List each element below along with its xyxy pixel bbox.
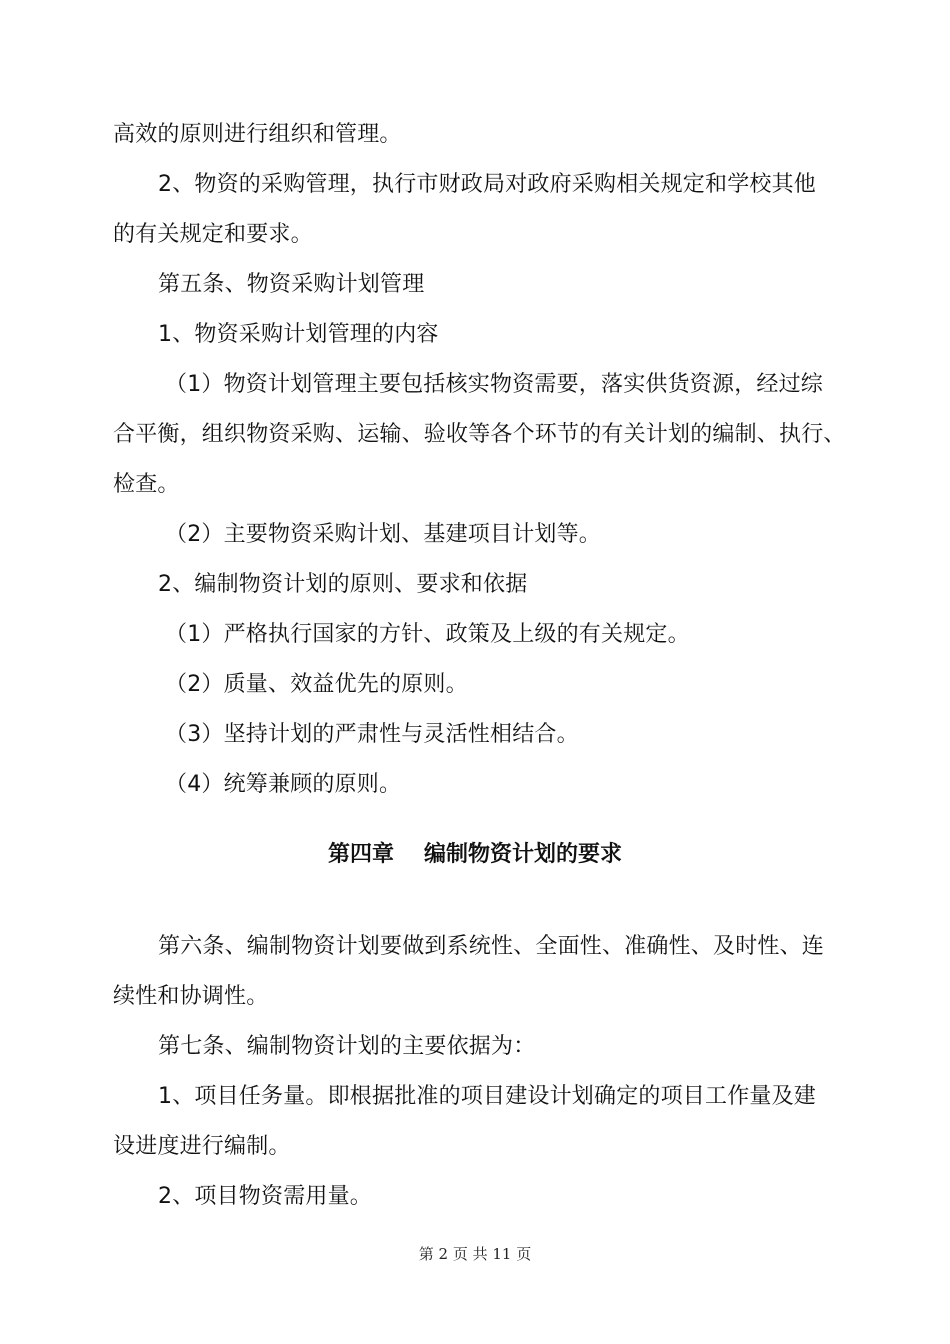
list-item: （4）统筹兼顾的原则。	[165, 772, 402, 797]
page-number-footer: 第 2 页 共 11 页	[418, 1245, 532, 1263]
paragraph-line: 的有关规定和要求。	[113, 222, 313, 247]
paragraph-line: 高效的原则进行组织和管理。	[113, 122, 402, 147]
paragraph-line: 续性和协调性。	[113, 984, 269, 1009]
chapter-title: 编制物资计划的要求	[424, 842, 623, 867]
paragraph-line: 第七条、编制物资计划的主要依据为：	[158, 1034, 536, 1059]
paragraph-line: （2）主要物资采购计划、基建项目计划等。	[165, 522, 601, 547]
paragraph-line: （1）物资计划管理主要包括核实物资需要，落实供货资源，经过综	[165, 372, 823, 397]
section-title: 第五条、物资采购计划管理	[158, 272, 425, 297]
list-item: （3）坚持计划的严肃性与灵活性相结合。	[165, 722, 579, 747]
paragraph-line: 设进度进行编制。	[113, 1134, 291, 1159]
paragraph-line: 1、物资采购计划管理的内容	[158, 322, 439, 347]
list-item: （1）严格执行国家的方针、政策及上级的有关规定。	[165, 622, 690, 647]
paragraph-line: 2、物资的采购管理，执行市财政局对政府采购相关规定和学校其他	[158, 172, 816, 197]
chapter-heading	[0, 840, 950, 870]
paragraph-line: 2、编制物资计划的原则、要求和依据	[158, 572, 528, 597]
paragraph-line: 2、项目物资需用量。	[158, 1184, 372, 1209]
paragraph-line: 检查。	[113, 472, 180, 497]
paragraph-line: 第六条、编制物资计划要做到系统性、全面性、准确性、及时性、连	[158, 934, 825, 959]
paragraph-line: 合平衡，组织物资采购、运输、验收等各个环节的有关计划的编制、执行、	[113, 422, 846, 447]
chapter-number: 第四章	[327, 842, 394, 867]
paragraph-line: 1、项目任务量。即根据批准的项目建设计划确定的项目工作量及建	[158, 1084, 816, 1109]
list-item: （2）质量、效益优先的原则。	[165, 672, 468, 697]
